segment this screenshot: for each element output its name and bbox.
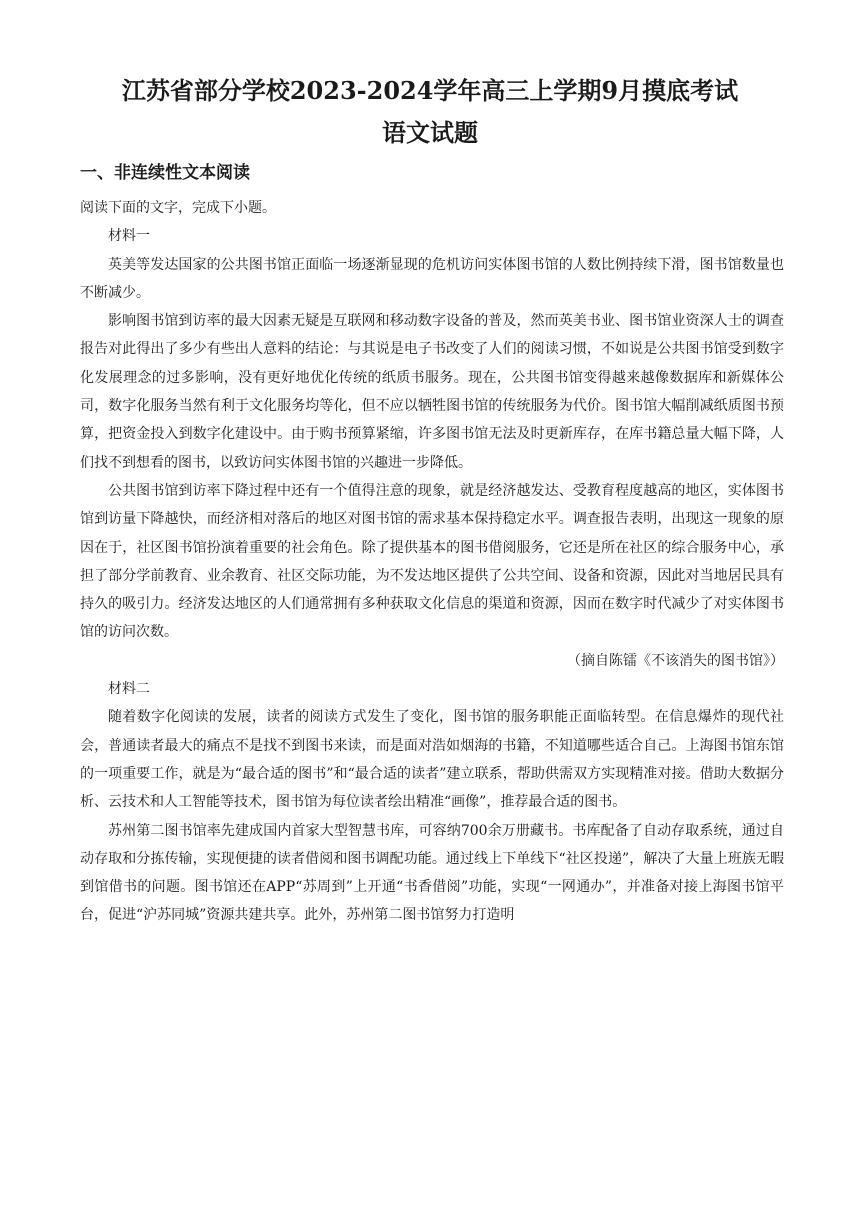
material1-label: 材料一 — [108, 228, 150, 245]
document-body — [80, 194, 784, 930]
document-subtitle: 语文试题 — [382, 118, 478, 147]
material2-paragraph: 苏州第二图书馆率先建成国内首家大型智慧书库，可容纳700余万册藏书。书库配备了自动存取系统，通过自动存取和分拣传输，实现便捷的读者借阅和图书调配功能。通过线上下单线下“社区投递”，解决了大量上班族无暇到馆借书的问题。图书馆还在APP“苏周到”上开通“书香借阅”功能，实现“一网通办”，并准备对接上海图书馆平台，促进“沪苏同城”资源共建共享。此外，苏州第二图书馆努力打造明 — [80, 822, 784, 924]
instruction-text: 阅读下面的文字，完成下小题。 — [80, 200, 276, 216]
material2-label: 材料二 — [108, 681, 150, 698]
material2-paragraph: 随着数字化阅读的发展，读者的阅读方式发生了变化，图书馆的服务职能正面临转型。在信息爆炸的现代社会，普通读者最大的痛点不是找不到图书来读，而是面对浩如烟海的书籍，不知道哪些适合自己。上海图书馆东馆的一项重要工作，就是为“最合适的图书”和“最合适的读者”建立联系，帮助供需双方实现精准对接。借助大数据分析、云技术和人工智能等技术，图书馆为每位读者绘出精准“画像”，推荐最合适的图书。 — [80, 709, 784, 811]
material1-source: （摘自陈镭《不该消失的图书馆》） — [567, 652, 784, 669]
material1-paragraph: 公共图书馆到访率下降过程中还有一个值得注意的现象，就是经济越发达、受教育程度越高的地区，实体图书馆到访量下降越快，而经济相对落后的地区对图书馆的需求基本保持稳定水平。调查报告表明，出现这一现象的原因在于，社区图书馆扮演着重要的社会角色。除了提供基本的图书借阅服务，它还是所在社区的综合服务中心，承担了部分学前教育、业余教育、社区交际功能，为不发达地区提供了公共空间、设备和资源，因此对当地居民具有持久的吸引力。经济发达地区的人们通常拥有多种获取文化信息的渠道和资源，因而在数字时代减少了对实体图书馆的访问次数。 — [80, 482, 784, 641]
document-title: 江苏省部分学校2023-2024学年高三上学期9月摸底考试 — [121, 76, 739, 105]
material1-paragraph: 影响图书馆到访率的最大因素无疑是互联网和移动数字设备的普及，然而英美书业、图书馆业资深人士的调查报告对此得出了多少有些出人意料的结论：与其说是电子书改变了人们的阅读习惯，不如说是公共图书馆受到数字化发展理念的过多影响，没有更好地优化传统的纸质书服务。现在，公共图书馆变得越来越像数据库和新媒体公司，数字化服务当然有利于文化服务均等化，但不应以牺牲图书馆的传统服务为代价。图书馆大幅削减纸质图书预算，把资金投入到数字化建设中。由于购书预算紧缩，许多图书馆无法及时更新库存，在库书籍总量大幅下降，人们找不到想看的图书，以致访问实体图书馆的兴趣进一步降低。 — [80, 313, 784, 471]
material1-paragraph: 英美等发达国家的公共图书馆正面临一场逐渐显现的危机访问实体图书馆的人数比例持续下滑，图书馆数量也不断减少。 — [80, 256, 784, 301]
section-heading: 一、非连续性文本阅读 — [80, 163, 250, 183]
